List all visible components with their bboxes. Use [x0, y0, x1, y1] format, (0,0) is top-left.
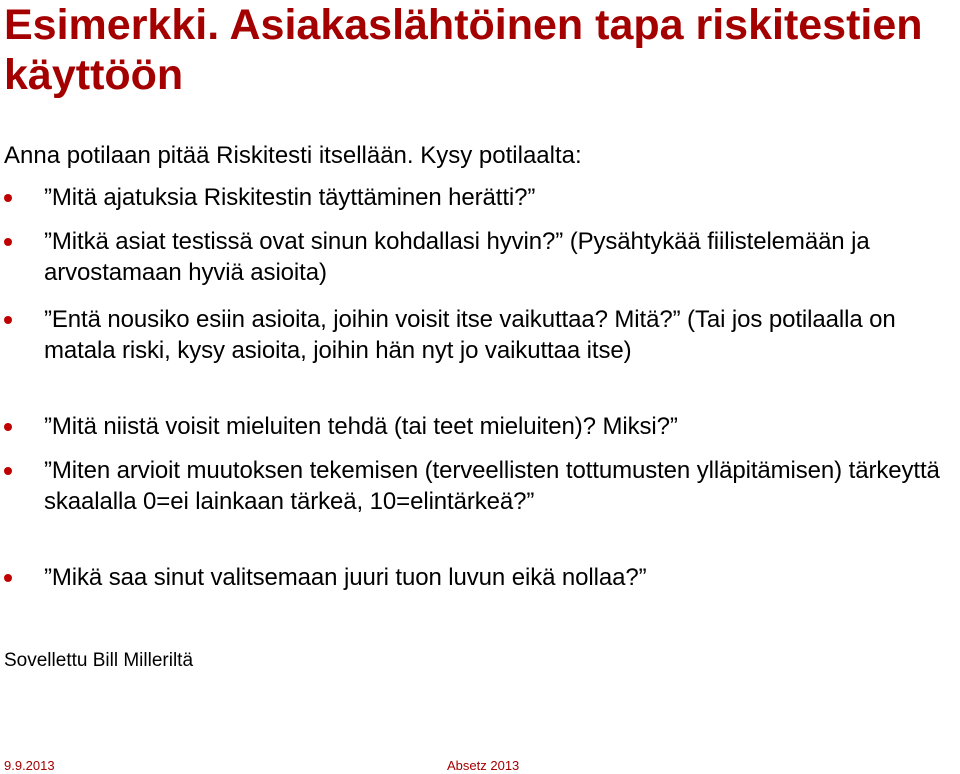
bullet-dot-icon: [4, 194, 12, 202]
list-item-text: ”Entä nousiko esiin asioita, joihin voisit itse vaikuttaa? Mitä?” (Tai jos potilaalla on matala riski, kysy asioita, joihin hän nyt jo vaikuttaa itse): [44, 306, 896, 364]
bullet-dot-icon: [4, 316, 12, 324]
source-attribution: Sovellettu Bill Milleriltä: [4, 650, 194, 671]
bullet-dot-icon: [4, 238, 12, 246]
bullet-dot-icon: [4, 423, 12, 431]
bullet-dot-icon: [4, 467, 12, 475]
list-item-text: ”Mitä niistä voisit mieluiten tehdä (tai teet mieluiten)? Miksi?”: [44, 413, 678, 440]
list-item-text: ”Miten arvioit muutoksen tekemisen (terveellisten tottumusten ylläpitämisen) tärkeyttä skaalalla 0=ei lainkaan tärkeä, 10=elintärkeä?”: [44, 457, 940, 515]
slide-title: Esimerkki. Asiakaslähtöinen tapa riskitestien käyttöön: [4, 1, 923, 99]
list-item-text: ”Mikä saa sinut valitsemaan juuri tuon luvun eikä nollaa?”: [44, 564, 647, 591]
intro-text: Anna potilaan pitää Riskitesti itsellään. Kysy potilaalta:: [4, 142, 582, 169]
list-item-text: ”Mitä ajatuksia Riskitestin täyttäminen herätti?”: [44, 184, 536, 211]
footer-organization: Absetz 2013: [447, 758, 520, 773]
list-item-text: ”Mitkä asiat testissä ovat sinun kohdallasi hyvin?” (Pysähtykää fiilistelemään ja arvostamaan hyviä asioita): [44, 228, 870, 286]
footer-date: 9.9.2013: [4, 758, 55, 773]
bullet-dot-icon: [4, 574, 12, 582]
